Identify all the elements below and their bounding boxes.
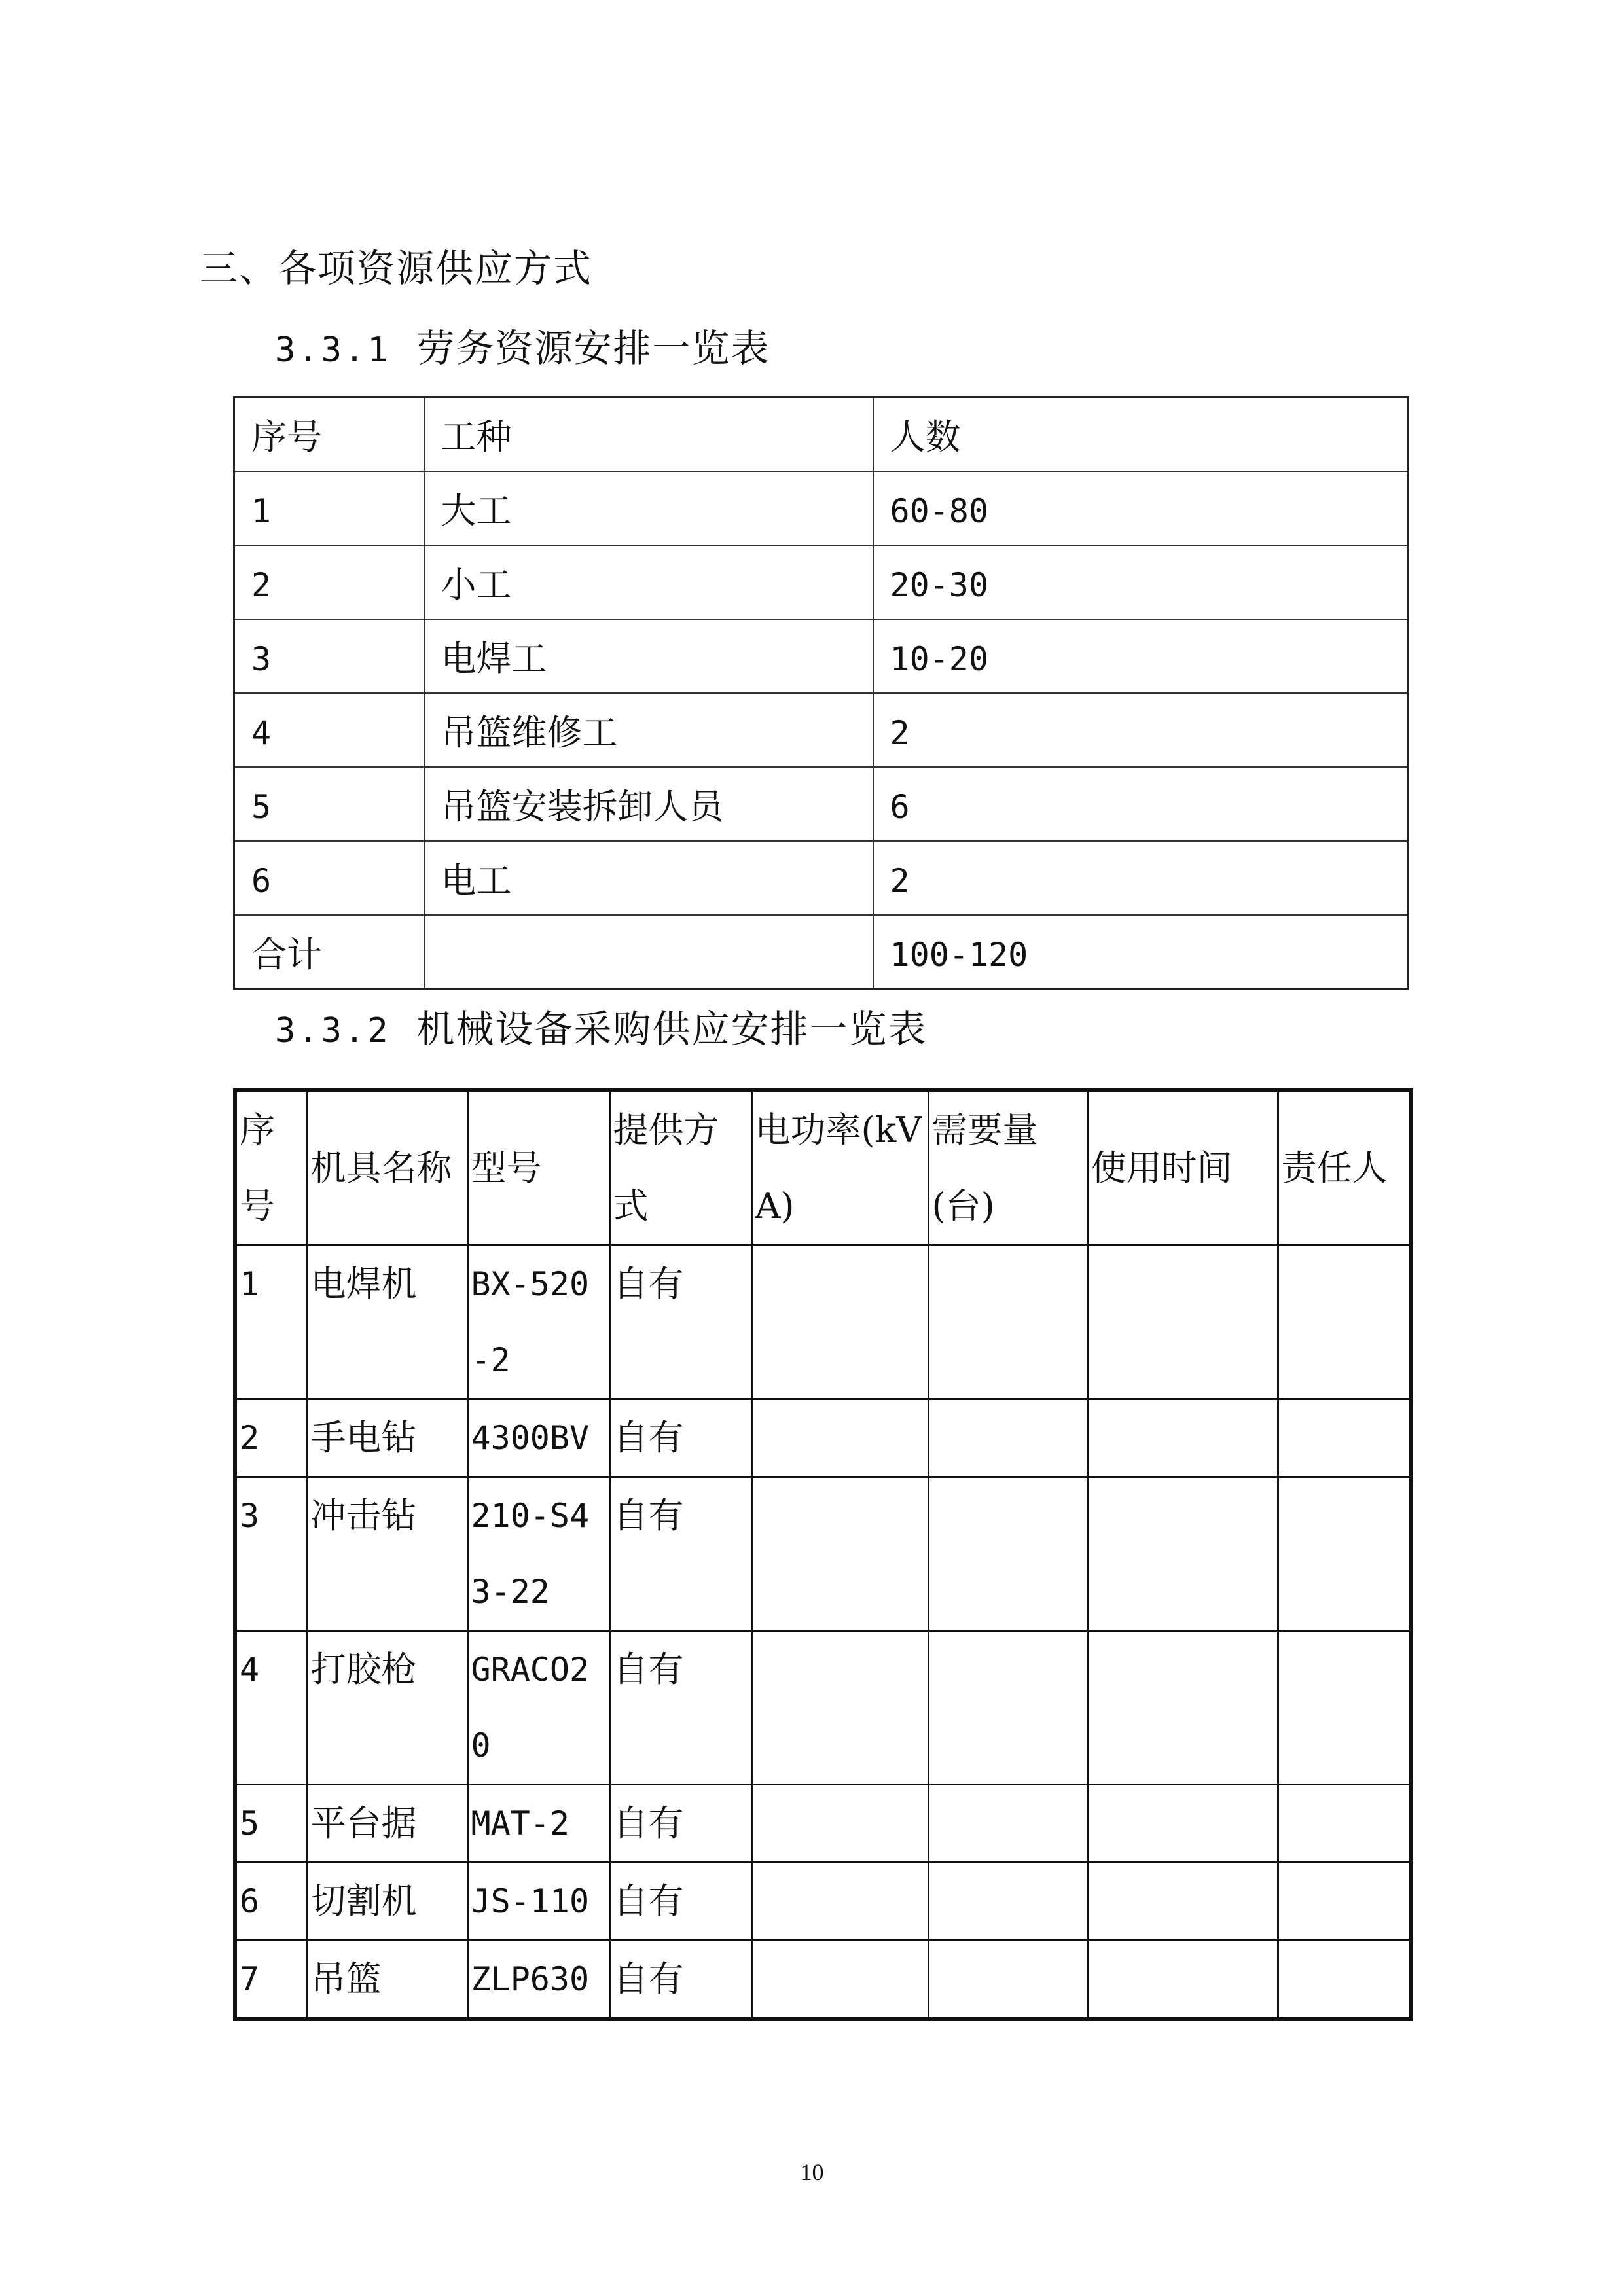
header-cell-count: 人数 — [873, 397, 1409, 471]
table-cell: 4300BV — [467, 1399, 609, 1477]
table-cell — [1087, 1941, 1278, 2020]
table-row — [235, 1246, 1411, 1399]
table-cell: 切割机 — [307, 1863, 467, 1941]
table-cell: 6 — [873, 767, 1409, 841]
table-cell: 2 — [873, 693, 1409, 767]
table-cell: 60-80 — [873, 471, 1409, 545]
table-cell: 平台据 — [307, 1785, 467, 1863]
table-cell — [751, 1941, 928, 2020]
table-cell: 2 — [235, 1399, 307, 1477]
table-cell — [1087, 1785, 1278, 1863]
table-cell: 20-30 — [873, 545, 1409, 619]
table-header-row — [235, 1090, 1411, 1246]
header-cell-trade: 工种 — [424, 397, 873, 471]
header-cell-model: 型号 — [467, 1090, 609, 1246]
table-cell: 小工 — [424, 545, 873, 619]
table-cell: BX-520-2 — [467, 1246, 609, 1399]
table-cell — [751, 1246, 928, 1399]
table-row — [235, 1631, 1411, 1785]
table-cell: 3 — [235, 1477, 307, 1631]
total-label-cell: 合计 — [234, 915, 424, 989]
table-cell — [1278, 1863, 1411, 1941]
table-row — [234, 693, 1409, 767]
table-cell — [424, 915, 873, 989]
table-cell: 吊篮维修工 — [424, 693, 873, 767]
page-number: 10 — [800, 2159, 824, 2185]
table-cell: 4 — [234, 693, 424, 767]
header-cell-tool-name: 机具名称 — [307, 1090, 467, 1246]
equipment-table-title: 机械设备采购供应安排一览表 — [416, 1007, 928, 1051]
labor-table-number: 3.3.1 — [275, 331, 391, 370]
table-cell: MAT-2 — [467, 1785, 609, 1863]
table-header-row — [234, 397, 1409, 471]
table-cell — [751, 1399, 928, 1477]
header-cell-index: 序号 — [235, 1090, 307, 1246]
table-cell: 冲击钻 — [307, 1477, 467, 1631]
table-row — [234, 767, 1409, 841]
header-cell-power: 电功率(kVA) — [751, 1090, 928, 1246]
table-cell — [1278, 1785, 1411, 1863]
table-row — [234, 545, 1409, 619]
table-row — [234, 841, 1409, 915]
table-cell: 手电钻 — [307, 1399, 467, 1477]
table-cell — [928, 1785, 1087, 1863]
table-cell: 1 — [234, 471, 424, 545]
table-cell: 电焊工 — [424, 619, 873, 693]
table-cell: 吊篮安装拆卸人员 — [424, 767, 873, 841]
table-cell: 6 — [235, 1863, 307, 1941]
table-cell: 3 — [234, 619, 424, 693]
table-cell: 5 — [235, 1785, 307, 1863]
table-row — [235, 1785, 1411, 1863]
section-title: 三、各项资源供应方式 — [200, 246, 593, 291]
table-cell: 电焊机 — [307, 1246, 467, 1399]
table-cell — [751, 1477, 928, 1631]
table-cell: ZLP630 — [467, 1941, 609, 2020]
header-cell-index: 序号 — [234, 397, 424, 471]
total-value-cell: 100-120 — [873, 915, 1409, 989]
table-cell — [1278, 1399, 1411, 1477]
table-cell — [1278, 1941, 1411, 2020]
table-cell: 自有 — [609, 1246, 751, 1399]
table-row — [235, 1941, 1411, 2020]
table-cell: 电工 — [424, 841, 873, 915]
table-cell: 2 — [873, 841, 1409, 915]
table-cell — [928, 1631, 1087, 1785]
table-cell — [928, 1246, 1087, 1399]
table-cell: 210-S43-22 — [467, 1477, 609, 1631]
table-cell: 自有 — [609, 1477, 751, 1631]
table-cell — [1087, 1477, 1278, 1631]
table-cell: 5 — [234, 767, 424, 841]
table-cell: JS-110 — [467, 1863, 609, 1941]
table-cell — [928, 1477, 1087, 1631]
table-row — [235, 1863, 1411, 1941]
table-cell: 自有 — [609, 1631, 751, 1785]
table-cell: 自有 — [609, 1785, 751, 1863]
equipment-table-number: 3.3.2 — [275, 1011, 391, 1050]
table-cell: 吊篮 — [307, 1941, 467, 2020]
header-cell-supply-method: 提供方式 — [609, 1090, 751, 1246]
table-cell — [751, 1785, 928, 1863]
table-cell — [1087, 1863, 1278, 1941]
labor-table — [233, 396, 1409, 990]
table-cell: 6 — [234, 841, 424, 915]
table-cell: 自有 — [609, 1863, 751, 1941]
labor-table-title: 劳务资源安排一览表 — [416, 326, 770, 370]
table-cell: 打胶枪 — [307, 1631, 467, 1785]
equipment-table — [233, 1088, 1413, 2021]
table-row — [235, 1399, 1411, 1477]
table-cell: 1 — [235, 1246, 307, 1399]
table-cell: GRACO20 — [467, 1631, 609, 1785]
table-cell — [1087, 1399, 1278, 1477]
table-cell: 自有 — [609, 1941, 751, 2020]
table-total-row — [234, 915, 1409, 989]
equipment-table-caption — [275, 1003, 928, 1057]
table-cell — [1278, 1246, 1411, 1399]
table-cell — [1087, 1246, 1278, 1399]
table-cell — [928, 1941, 1087, 2020]
header-cell-quantity: 需要量(台) — [928, 1090, 1087, 1246]
table-cell: 7 — [235, 1941, 307, 2020]
table-cell — [1278, 1631, 1411, 1785]
table-cell: 4 — [235, 1631, 307, 1785]
table-cell: 2 — [234, 545, 424, 619]
table-cell: 自有 — [609, 1399, 751, 1477]
table-cell — [751, 1631, 928, 1785]
table-row — [235, 1477, 1411, 1631]
table-cell: 10-20 — [873, 619, 1409, 693]
table-cell — [751, 1863, 928, 1941]
table-row — [234, 619, 1409, 693]
table-row — [234, 471, 1409, 545]
table-cell — [1087, 1631, 1278, 1785]
table-cell — [1278, 1477, 1411, 1631]
table-cell — [928, 1399, 1087, 1477]
labor-table-caption — [275, 322, 770, 376]
header-cell-responsible: 责任人 — [1278, 1090, 1411, 1246]
table-cell — [928, 1863, 1087, 1941]
table-cell: 大工 — [424, 471, 873, 545]
header-cell-usage-time: 使用时间 — [1087, 1090, 1278, 1246]
